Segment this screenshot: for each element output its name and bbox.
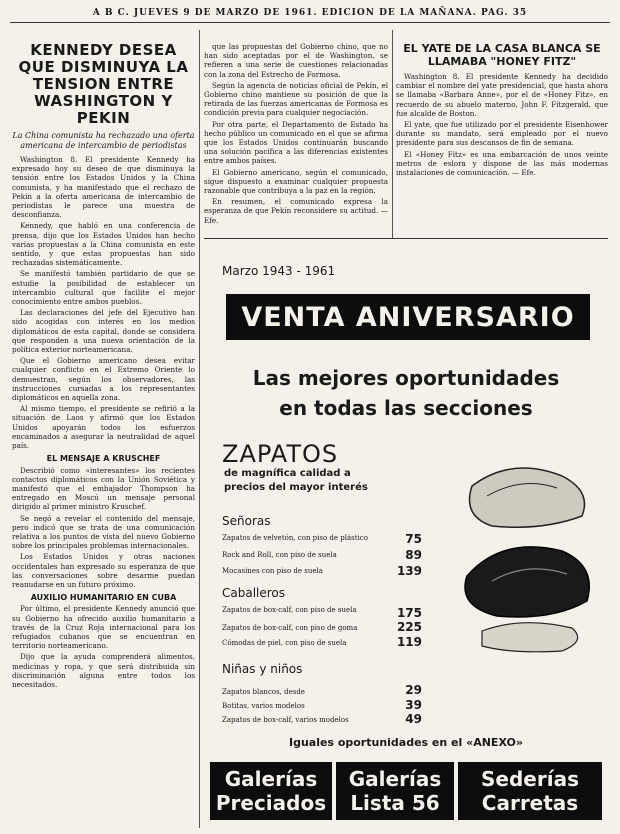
item-desc: Zapatos de box-calf, con piso de goma <box>222 624 358 632</box>
paragraph: Según la agencia de noticias oficial de Pekín, el Gobierno chino mantiene su posición de que la retirada de las fuerzas americanas de Formosa es condición previa para cualquier negociación. <box>204 80 388 118</box>
article-kennedy <box>12 42 195 827</box>
store-line: Carretas <box>481 791 579 815</box>
shoes-illustration <box>452 456 600 656</box>
paragraph: Los Estados Unidos y otras naciones occidentales han expresado su esperanza de que las conversaciones sobre desarme puedan reanudarse en un futuro próximo. <box>12 552 195 589</box>
category-title: Señoras <box>222 514 271 528</box>
item-desc: Botitas, varios modelos <box>222 702 305 710</box>
category-title: Niñas y niños <box>222 662 303 676</box>
store-line: Sederías <box>481 767 579 791</box>
product-subtitle: de magnífica calidad a <box>224 468 351 479</box>
item-desc: Mocasines con piso de suela <box>222 567 323 575</box>
item-price: 225 <box>396 620 422 634</box>
article-yacht <box>396 42 608 232</box>
article-headline: KENNEDY DESEA QUE DISMINUYA LA TENSION ENTRE WASHINGTON Y PEKIN <box>18 42 189 127</box>
item-price: 39 <box>405 698 422 712</box>
paragraph: Por otra parte, el Departamento de Estado ha hecho público un comunicado en el que se afirma que los Estados Unidos continuarán buscando una solución pacífica a las diferencias existentes entre ambos países. <box>204 119 388 166</box>
product-subtitle: precios del mayor interés <box>224 482 368 493</box>
paragraph: El yate, que fue utilizado por el presidente Eisenhower durante su mandato, será empleado por el nuevo presidente para sus descansos de fin de semana. <box>396 120 608 148</box>
paragraph: Washington 8. El presidente Kennedy ha decidido cambiar el nombre del yate presidencial, que hasta ahora se llamaba «Barbara Anne», por el de «Honey Fitz», en recuerdo de su abuelo materno, John F. Fitzgerald, que fue alcalde de Boston. <box>396 72 608 118</box>
item-desc: Zapatos de box-calf, con piso de suela <box>222 606 357 614</box>
ad-top-rule <box>204 238 608 239</box>
item-desc: Zapatos blancos, desde <box>222 688 305 696</box>
paragraph: Dijo que la ayuda comprenderá alimentos, medicinas y ropa, y que será distribuida sin discriminación alguna entre todos los necesitados. <box>12 652 195 689</box>
paragraph: Kennedy, que habló en una conferencia de prensa, dijo que los Estados Unidos han hecho varias propuestas a la China comunista en este sentido, y que estas propuestas han sido rechazadas sistemáticamente. <box>12 221 195 268</box>
store-sederias-carretas <box>458 762 602 820</box>
store-line: Preciados <box>215 791 327 815</box>
paragraph: Washington 8. El presidente Kennedy ha expresado hoy su deseo de que disminuya la tensión entre los Estados Unidos y la China comunista, y ha manifestado que el rechazo de Pekín a la oferta americana de intercambio de periodistas le parece una muestra de desconfianza. <box>12 155 195 220</box>
item-desc: Zapatos de velvetón, con piso de plástico <box>222 534 368 542</box>
paragraph: que las propuestas del Gobierno chino, que no han sido aceptadas por el de Washington, se refieren a una serie de cuestiones relacionadas con la zona del Estrecho de Formosa. <box>204 42 388 79</box>
category-title: Caballeros <box>222 586 286 600</box>
article-headline: EL YATE DE LA CASA BLANCA SE LLAMABA "HONEY FITZ" <box>403 42 601 68</box>
item-desc: Rock and Roll, con piso de suela <box>222 551 337 559</box>
section-heading: EL MENSAJE A KRUSCHEF <box>46 454 161 464</box>
ad-tagline: Las mejores oportunidades <box>252 366 560 390</box>
ad-date-range: Marzo 1943 - 1961 <box>222 264 336 278</box>
paragraph: Por último, el presidente Kennedy anunció que su Gobierno ha ofrecido auxilio humanitario a través de la Cruz Roja internacional para los refugiados cubanos que se encuentran en territorio norteamericano. <box>12 604 195 651</box>
item-price: 119 <box>396 635 422 649</box>
column-rule <box>392 30 393 238</box>
item-price: 175 <box>396 606 422 620</box>
column-rule <box>199 30 200 828</box>
section-heading: AUXILIO HUMANITARIO EN CUBA <box>30 593 177 603</box>
article-continuation <box>204 42 388 232</box>
store-line: Galerías <box>224 767 318 791</box>
anexo-note: Iguales oportunidades en el «ANEXO» <box>288 736 523 749</box>
item-desc: Cómodas de piel, con piso de suela <box>222 639 347 647</box>
store-line: Galerías <box>348 767 442 791</box>
paragraph: Se manifestó también partidario de que se estudie la posibilidad de establecer un intercambio cultural que facilite el mejor conocimiento entre ambos pueblos. <box>12 269 195 307</box>
paragraph: El «Honey Fitz» es una embarcación de unos veinte metros de eslora y dispone de las más modernas instalaciones de comunicación. — Efe. <box>396 149 608 178</box>
item-price: 139 <box>396 564 422 578</box>
item-desc: Zapatos de box-calf, varios modelos <box>222 716 349 724</box>
store-line: Lista 56 <box>350 791 440 815</box>
ad-banner: VENTA ANIVERSARIO <box>226 294 590 340</box>
product-title: ZAPATOS <box>222 440 339 468</box>
paragraph: Se negó a revelar el contenido del mensaje, pero indicó que se trata de una comunicación relativa a los puntos de vista del nuevo Gobierno sobre los principales problemas internacionales. <box>12 513 195 551</box>
ad-tagline: en todas las secciones <box>279 396 533 420</box>
item-price: 75 <box>405 532 422 546</box>
article-subhead: La China comunista ha rechazado una oferta americana de intercambio de periodistas <box>12 131 195 150</box>
paragraph: El Gobierno americano, según el comunicado, sigue dispuesto a examinar cualquier propuesta razonable que contribuya a la paz en la región. <box>204 167 388 196</box>
paragraph: Las declaraciones del jefe del Ejecutivo han sido acogidas con interés en los medios diplomáticos de esta capital, donde se considera que responden a una nueva orientación de la política exterior norteamericana. <box>12 308 195 355</box>
paragraph: Al mismo tiempo, el presidente se refirió a la situación de Laos y afirmó que los Estados Unidos apoyarán todos los esfuerzos encaminados a asegurar la neutralidad de aquel país. <box>12 404 195 451</box>
paragraph: Describió como «interesantes» los recientes contactos diplomáticos con la Unión Soviética y manifestó que el embajador Thompson ha entregado en Moscú un mensaje personal dirigido al primer ministro Kruschef. <box>12 465 195 512</box>
store-galerias-lista <box>336 762 454 820</box>
store-galerias-preciados <box>210 762 332 820</box>
item-price: 29 <box>405 683 422 697</box>
page-header: A B C. JUEVES 9 DE MARZO DE 1961. EDICION DE LA MAÑANA. PAG. 35 <box>10 8 610 23</box>
paragraph: En resumen, el comunicado expresa la esperanza de que Pekín reconsidere su actitud. — Efe. <box>204 197 388 225</box>
item-price: 89 <box>405 548 422 562</box>
paragraph: Que el Gobierno americano desea evitar cualquier conflicto en el Extremo Oriente lo demuestran, según los observadores, las instrucciones cursadas a los representantes diplomáticos en aquella zona. <box>12 356 195 403</box>
item-price: 49 <box>405 712 422 726</box>
advertisement <box>204 250 608 828</box>
